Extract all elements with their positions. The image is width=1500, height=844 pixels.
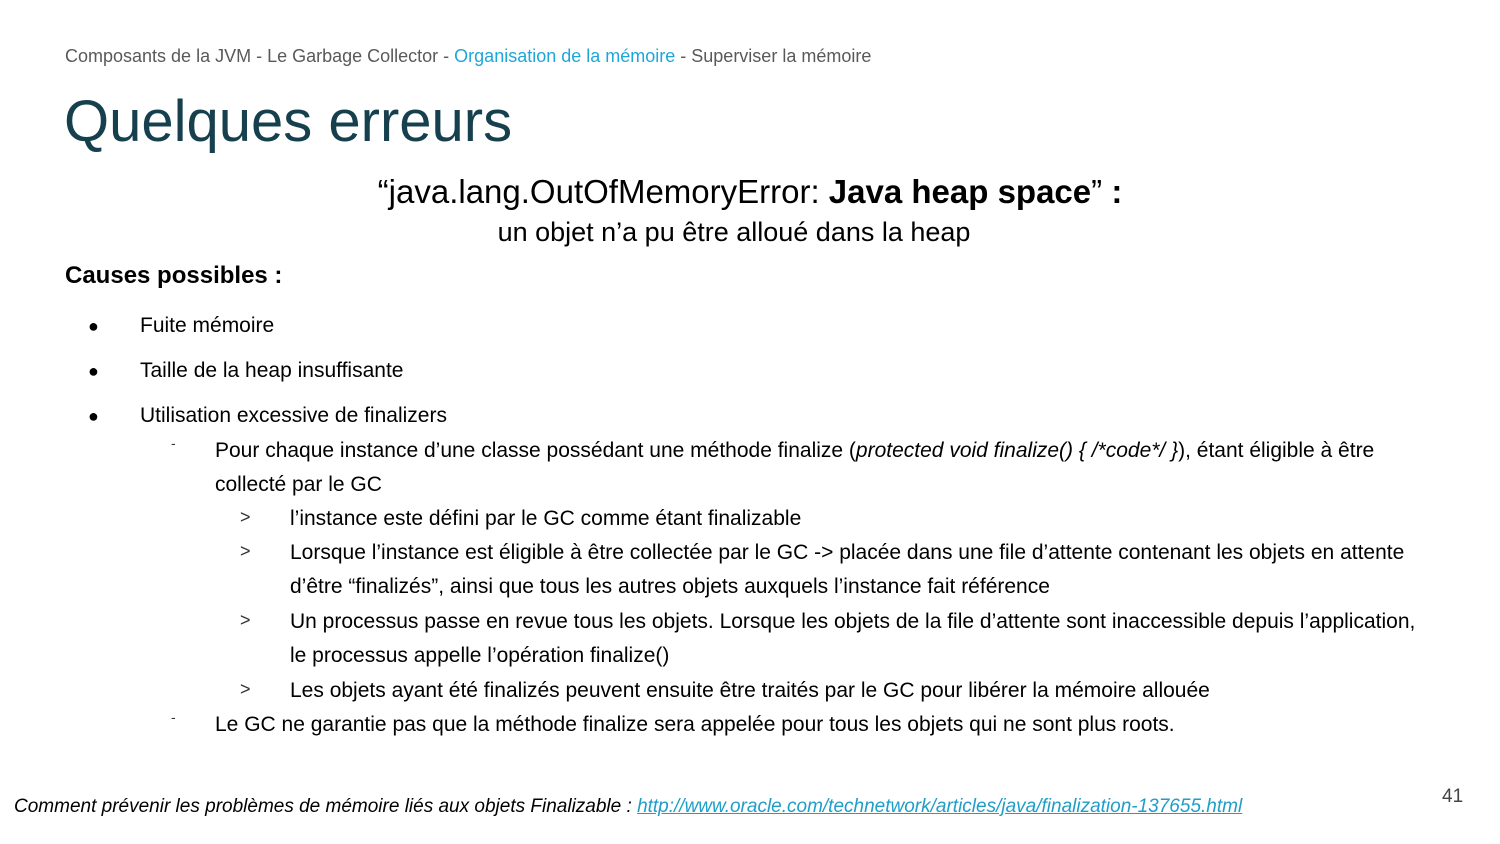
bullet-marker: ● bbox=[88, 406, 99, 426]
step-item bbox=[240, 605, 1430, 673]
finalize-text-pre: Pour chaque instance d’une classe possédant une méthode finalize ( bbox=[215, 439, 856, 462]
error-description: un objet n’a pu être alloué dans la heap bbox=[497, 217, 971, 247]
error-type-bold: Java heap space bbox=[828, 173, 1092, 210]
breadcrumb bbox=[65, 46, 871, 67]
bullet-marker: ● bbox=[88, 316, 99, 336]
step-item bbox=[240, 502, 1430, 536]
causes-heading: Causes possibles : bbox=[65, 262, 283, 289]
dash-marker: - bbox=[171, 709, 176, 725]
bullet-marker: ● bbox=[88, 361, 99, 381]
footer-text: Comment prévenir les problèmes de mémoire liés aux objets Finalizable : bbox=[14, 796, 638, 817]
chevron-marker: > bbox=[240, 610, 251, 630]
oracle-article-link[interactable]: http://www.oracle.com/technetwork/articles/java/finalization-137655.html bbox=[637, 796, 1243, 817]
chevron-marker: > bbox=[240, 541, 251, 561]
breadcrumb-suffix: - Superviser la mémoire bbox=[675, 46, 872, 66]
dash-marker: - bbox=[171, 435, 176, 451]
finalize-code-signature: protected void finalize() { /*code*/ } bbox=[855, 439, 1179, 462]
gc-guarantee-text: Le GC ne garantie pas que la méthode finalize sera appelée pour tous les objets qui ne sont plus roots. bbox=[215, 713, 1175, 736]
step-text: Les objets ayant été finalizés peuvent ensuite être traités par le GC pour libérer la mémoire allouée bbox=[290, 679, 1210, 702]
bullet-text: Utilisation excessive de finalizers bbox=[140, 404, 447, 427]
breadcrumb-prefix: Composants de la JVM - Le Garbage Collector - bbox=[65, 46, 455, 66]
step-text: l’instance este défini par le GC comme étant finalizable bbox=[290, 507, 802, 530]
error-colon: : bbox=[1111, 173, 1123, 210]
page-number: 41 bbox=[1442, 786, 1464, 807]
sub-bullet-item bbox=[171, 434, 1430, 502]
bullet-text: Fuite mémoire bbox=[140, 314, 275, 337]
bullet-text: Taille de la heap insuffisante bbox=[140, 359, 404, 382]
step-text: Un processus passe en revue tous les objets. Lorsque les objets de la file d’attente sont inaccessible depuis l’application, le processus appelle l’opération finalize() bbox=[290, 610, 1416, 667]
slide-title: Quelques erreurs bbox=[64, 89, 513, 154]
step-item bbox=[240, 536, 1430, 604]
error-prefix: “java.lang.OutOfMemoryError: bbox=[377, 173, 829, 210]
breadcrumb-active-section: Organisation de la mémoire bbox=[454, 46, 676, 66]
step-item bbox=[240, 674, 1430, 708]
chevron-marker: > bbox=[240, 679, 251, 699]
sub-bullet-item bbox=[171, 708, 1430, 742]
error-message bbox=[0, 172, 1500, 212]
chevron-marker: > bbox=[240, 507, 251, 527]
error-close-quote: ” bbox=[1091, 173, 1112, 210]
step-text: Lorsque l’instance est éligible à être collectée par le GC -> placée dans une file d’attente contenant les objets en attente d’être “finalizés”, ainsi que tous les autres objets auxquels l’instance fait référence bbox=[290, 541, 1405, 598]
finalize-text-post: ), étant éligible à être collecté par le GC bbox=[215, 439, 1375, 496]
footer-note bbox=[14, 796, 1242, 818]
